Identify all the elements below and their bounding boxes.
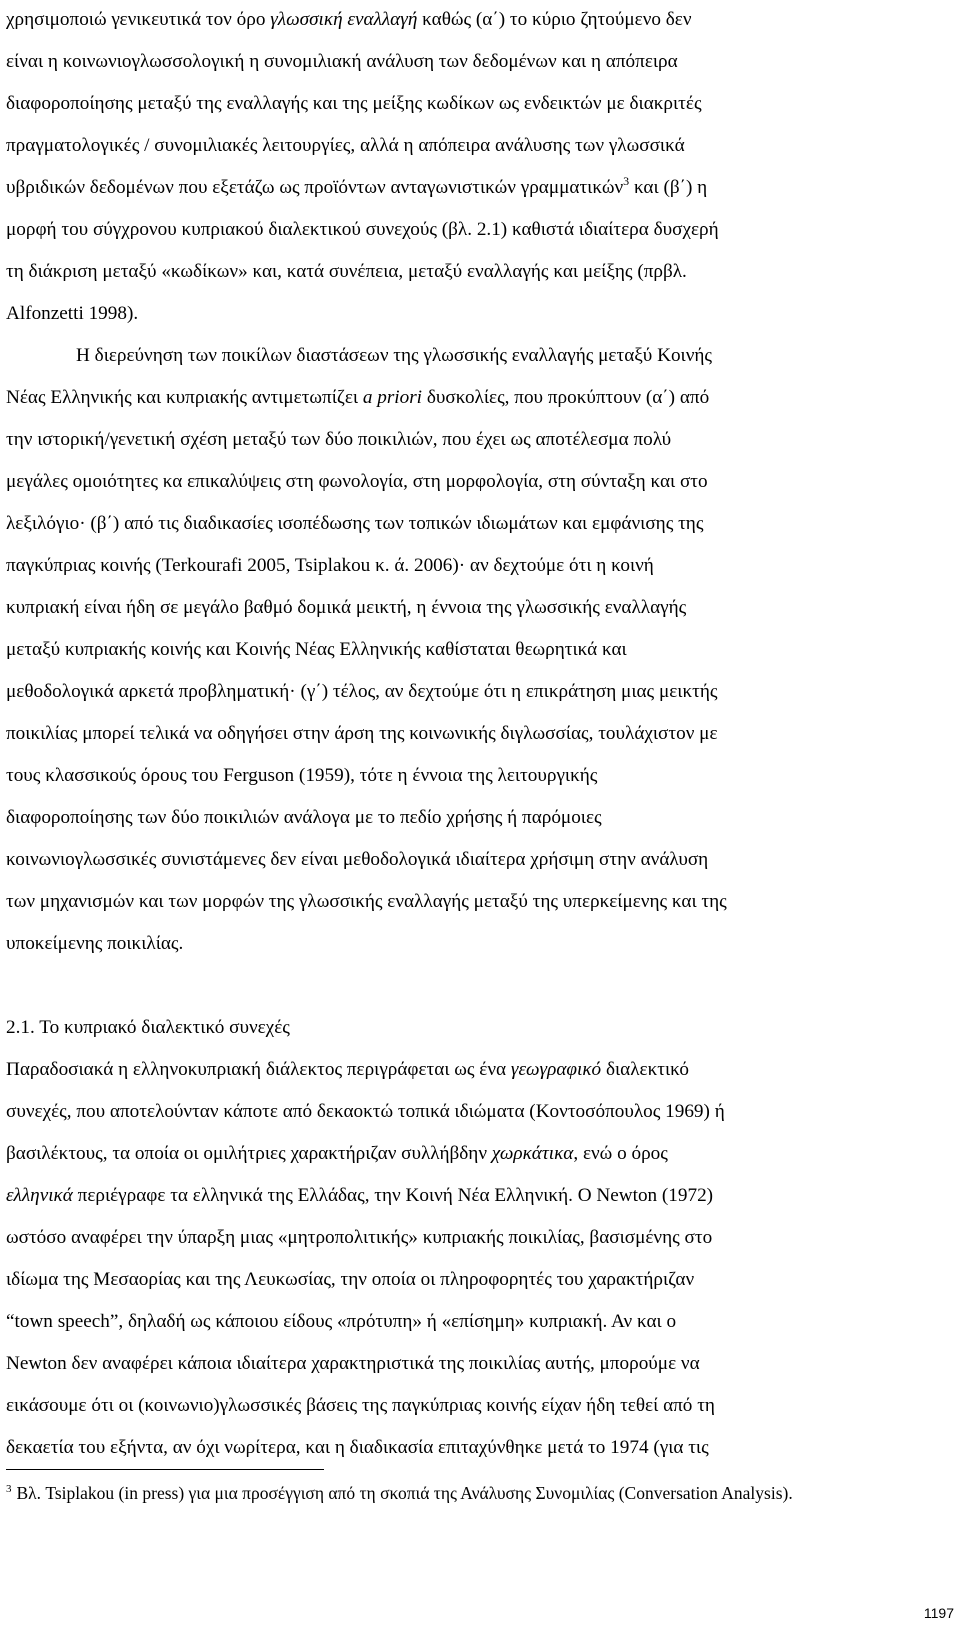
text-line <box>6 672 936 714</box>
text-segment: είναι η κοινωνιογλωσσολογική η συνομιλιακή ανάλυση των δεδομένων και η απόπειρα <box>6 51 678 72</box>
text-line <box>6 252 936 294</box>
text-line <box>6 462 936 504</box>
text-segment: βασιλέκτους, τα οποία οι ομιλήτριες χαρακτήριζαν συλλήβδην <box>6 1143 492 1164</box>
italic-text: χωρκάτικα <box>491 1143 574 1164</box>
text-segment: διαφοροποίησης μεταξύ της εναλλαγής και της μείξης κωδίκων ως ενδεικτών με διακριτές <box>6 93 702 114</box>
text-segment: Παραδοσιακά η ελληνοκυπριακή διάλεκτος περιγράφεται ως ένα <box>6 1059 511 1080</box>
text-line <box>6 168 936 210</box>
text-segment: μεταξύ κυπριακής κοινής και Κοινής Νέας Ελληνικής καθίσταται θεωρητικά και <box>6 639 627 660</box>
paragraph-1 <box>6 0 936 336</box>
blank-line <box>6 966 936 1008</box>
text-line <box>6 1386 936 1428</box>
footnote-mark: 3 <box>6 1483 12 1495</box>
text-segment: διαλεκτικό <box>601 1059 689 1080</box>
page-number: 1197 <box>923 1605 954 1621</box>
footnote <box>6 1481 926 1505</box>
text-segment: παγκύπριας κοινής (Terkourafi 2005, Tsiplakou κ. ά. 2006)· αν δεχτούμε ότι η κοινή <box>6 555 654 576</box>
text-segment: δεκαετία του εξήντα, αν όχι νωρίτερα, και η διαδικασία επιταχύνθηκε μετά το 1974 (για τις <box>6 1437 709 1458</box>
text-line <box>6 126 936 168</box>
text-segment: ιδίωμα της Μεσαορίας και της Λευκωσίας, την οποία οι πληροφορητές του χαρακτήριζαν <box>6 1269 695 1290</box>
text-line <box>6 504 936 546</box>
text-segment: εικάσουμε ότι οι (κοινωνιο)γλωσσικές βάσεις της παγκύπριας κοινής είχαν ήδη τεθεί από τη <box>6 1395 715 1416</box>
italic-text: ελληνικά <box>6 1185 73 1206</box>
text-segment: χρησιμοποιώ γενικευτικά τον όρο <box>6 9 271 30</box>
text-segment: και (β΄) η <box>629 177 708 198</box>
paragraph-3 <box>6 1050 936 1470</box>
text-line <box>6 1134 936 1176</box>
text-segment: πραγματολογικές / συνομιλιακές λειτουργίες, αλλά η απόπειρα ανάλυσης των γλωσσικά <box>6 135 685 156</box>
text-segment: τους κλασσικούς όρους του Ferguson (1959), τότε η έννοια της λειτουργικής <box>6 765 598 786</box>
text-line <box>6 0 936 42</box>
text-segment: την ιστορική/γενετική σχέση μεταξύ των δύο ποικιλιών, που έχει ως αποτέλεσμα πολύ <box>6 429 672 450</box>
text-line <box>6 588 936 630</box>
section-heading: 2.1. Το κυπριακό διαλεκτικό συνεχές <box>6 1017 290 1038</box>
text-line <box>6 210 936 252</box>
footnote-separator <box>6 1469 324 1470</box>
text-line <box>6 1176 936 1218</box>
text-segment: μεγάλες ομοιότητες κα επικαλύψεις στη φωνολογία, στη μορφολογία, στη σύνταξη και στο <box>6 471 708 492</box>
text-line <box>6 378 936 420</box>
text-segment: λεξιλόγιο· (β΄) από τις διαδικασίες ισοπέδωσης των τοπικών ιδιωμάτων και εμφάνισης της <box>6 513 704 534</box>
text-segment: συνεχές, που αποτελούνταν κάποτε από δεκαοκτώ τοπικά ιδιώματα (Κοντοσόπουλος 1969) ή <box>6 1101 725 1122</box>
text-segment: υβριδικών δεδομένων που εξετάζω ως προϊόντων ανταγωνιστικών γραμματικών <box>6 177 624 198</box>
text-line <box>6 924 936 966</box>
text-segment: μορφή του σύγχρονου κυπριακού διαλεκτικού συνεχούς (βλ. 2.1) καθιστά ιδιαίτερα δυσχερή <box>6 219 719 240</box>
text-line <box>6 630 936 672</box>
italic-text: γεωγραφικό <box>510 1059 602 1080</box>
text-segment: τη διάκριση μεταξύ «κωδίκων» και, κατά συνέπεια, μεταξύ εναλλαγής και μείξης (πρβλ. <box>6 261 687 282</box>
text-segment: , ενώ ο όρος <box>573 1143 668 1164</box>
text-line <box>6 336 936 378</box>
paragraph-2 <box>6 336 936 966</box>
text-line <box>6 84 936 126</box>
text-line <box>6 1302 936 1344</box>
text-segment: περιέγραφε τα ελληνικά της Ελλάδας, την Κοινή Νέα Ελληνική. Ο Newton (1972) <box>72 1185 714 1206</box>
text-segment: ποικιλίας μπορεί τελικά να οδηγήσει στην άρση της κοινωνικής διγλωσσίας, τουλάχιστον με <box>6 723 718 744</box>
text-line <box>6 1344 936 1386</box>
text-segment: διαφοροποίησης των δύο ποικιλιών ανάλογα με το πεδίο χρήσης ή παρόμοιες <box>6 807 602 828</box>
text-line <box>6 1050 936 1092</box>
text-line <box>6 546 936 588</box>
text-segment: μεθοδολογικά αρκετά προβληματική· (γ΄) τέλος, αν δεχτούμε ότι η επικράτηση μιας μεικτής <box>6 681 718 702</box>
text-segment: κυπριακή είναι ήδη σε μεγάλο βαθμό δομικά μεικτή, η έννοια της γλωσσικής εναλλαγής <box>6 597 687 618</box>
text-segment: υποκείμενης ποικιλίας. <box>6 933 184 954</box>
text-line <box>6 882 936 924</box>
text-line <box>6 42 936 84</box>
text-line <box>6 1260 936 1302</box>
text-segment: Η διερεύνηση των ποικίλων διαστάσεων της γλωσσικής εναλλαγής μεταξύ Κοινής <box>76 345 713 366</box>
text-line <box>6 1092 936 1134</box>
footnote-reference: 3 <box>623 174 630 188</box>
text-segment: Νέας Ελληνικής και κυπριακής αντιμετωπίζει <box>6 387 363 408</box>
footnote-text: Βλ. Tsiplakou (in press) για μια προσέγγιση από τη σκοπιά της Ανάλυσης Συνομιλίας (Conversation Analysis). <box>16 1483 793 1503</box>
text-line <box>6 798 936 840</box>
body-text <box>6 0 936 1470</box>
text-line <box>6 840 936 882</box>
text-segment: ωστόσο αναφέρει την ύπαρξη μιας «μητροπολιτικής» κυπριακής ποικιλίας, βασισμένης στο <box>6 1227 713 1248</box>
text-segment: κοινωνιογλωσσικές συνιστάμενες δεν είναι μεθοδολογικά ιδιαίτερα χρήσιμη στην ανάλυση <box>6 849 709 870</box>
text-segment: δυσκολίες, που προκύπτουν (α΄) από <box>422 387 710 408</box>
text-segment: Newton δεν αναφέρει κάποια ιδιαίτερα χαρακτηριστικά της ποικιλίας αυτής, μπορούμε να <box>6 1353 700 1374</box>
text-segment: καθώς (α΄) το κύριο ζητούμενο δεν <box>417 9 692 30</box>
text-line <box>6 1218 936 1260</box>
text-segment: των μηχανισμών και των μορφών της γλωσσικής εναλλαγής μεταξύ της υπερκείμενης και της <box>6 891 727 912</box>
text-line <box>6 756 936 798</box>
italic-text: γλωσσική εναλλαγή <box>270 9 418 30</box>
text-line <box>6 420 936 462</box>
text-segment: “town speech”, δηλαδή ως κάποιου είδους «πρότυπη» ή «επίσημη» κυπριακή. Αν και ο <box>6 1311 677 1332</box>
text-segment: Alfonzetti 1998). <box>6 303 139 324</box>
text-line <box>6 294 936 336</box>
text-line <box>6 714 936 756</box>
text-line <box>6 1428 936 1470</box>
italic-text: a priori <box>362 387 423 408</box>
